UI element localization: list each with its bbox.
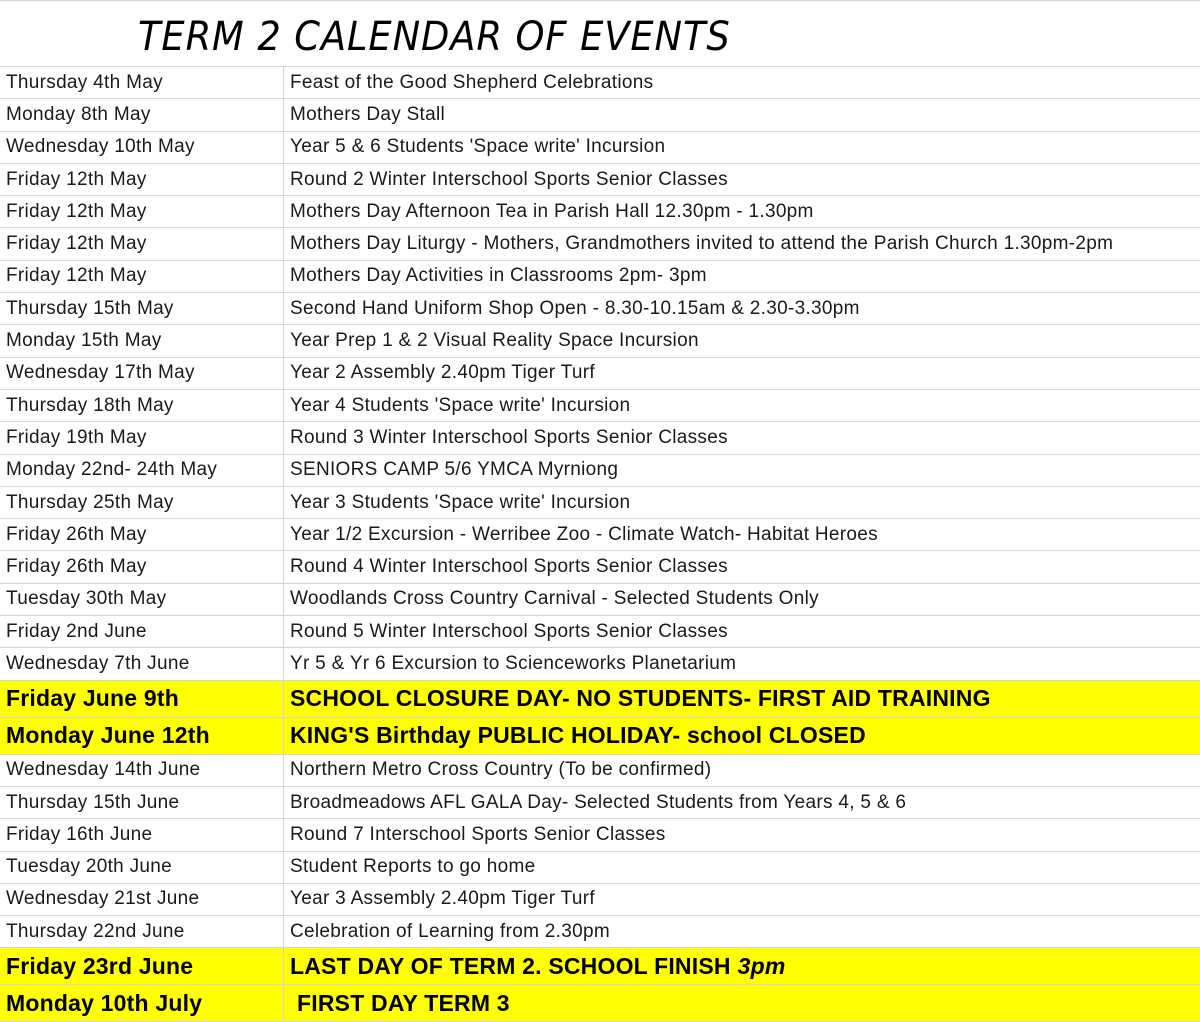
event-date: Monday 22nd- 24th May bbox=[0, 455, 284, 486]
event-row bbox=[0, 852, 1200, 884]
event-row bbox=[0, 755, 1200, 787]
event-description: Year 3 Students 'Space write' Incursion bbox=[290, 491, 631, 513]
event-row bbox=[0, 228, 1200, 260]
event-description: KING'S Birthday PUBLIC HOLIDAY- school CLOSED bbox=[290, 722, 866, 749]
event-row bbox=[0, 261, 1200, 293]
event-description: Mothers Day Activities in Classrooms 2pm- 3pm bbox=[290, 265, 707, 287]
event-description-cell bbox=[284, 648, 1200, 679]
event-description: Year 4 Students 'Space write' Incursion bbox=[290, 394, 631, 416]
event-date: Wednesday 17th May bbox=[0, 358, 284, 389]
event-date: Monday 15th May bbox=[0, 325, 284, 356]
event-description: Mothers Day Liturgy - Mothers, Grandmothers invited to attend the Parish Church 1.30pm-2pm bbox=[290, 233, 1114, 255]
event-date: Thursday 25th May bbox=[0, 487, 284, 518]
event-description-cell bbox=[284, 681, 1200, 717]
event-row bbox=[0, 293, 1200, 325]
event-row bbox=[0, 884, 1200, 916]
event-description: Woodlands Cross Country Carnival - Selected Students Only bbox=[290, 588, 819, 610]
event-description-cell bbox=[284, 261, 1200, 292]
event-description: Student Reports to go home bbox=[290, 856, 536, 878]
event-description: Second Hand Uniform Shop Open - 8.30-10.15am & 2.30-3.30pm bbox=[290, 297, 860, 319]
event-row bbox=[0, 164, 1200, 196]
event-row bbox=[0, 196, 1200, 228]
event-description-cell bbox=[284, 948, 1200, 984]
event-description: SENIORS CAMP 5/6 YMCA Myrniong bbox=[290, 459, 619, 481]
event-description-cell bbox=[284, 196, 1200, 227]
event-date: Friday 12th May bbox=[0, 261, 284, 292]
event-description-cell bbox=[284, 325, 1200, 356]
event-description-cell bbox=[284, 755, 1200, 786]
event-date: Friday 23rd June bbox=[0, 948, 284, 984]
event-description-cell bbox=[284, 519, 1200, 550]
event-description-cell bbox=[284, 584, 1200, 615]
event-date: Friday 26th May bbox=[0, 519, 284, 550]
page-title: TERM 2 CALENDAR OF EVENTS bbox=[138, 14, 731, 60]
event-date: Friday 12th May bbox=[0, 228, 284, 259]
event-date: Friday 12th May bbox=[0, 196, 284, 227]
event-description: Year 3 Assembly 2.40pm Tiger Turf bbox=[290, 888, 595, 910]
event-description-cell bbox=[284, 455, 1200, 486]
event-description: FIRST DAY TERM 3 bbox=[297, 989, 510, 1016]
event-row bbox=[0, 648, 1200, 680]
event-row bbox=[0, 916, 1200, 948]
event-description-cell bbox=[284, 67, 1200, 98]
event-description-cell bbox=[284, 422, 1200, 453]
event-description-cell bbox=[284, 487, 1200, 518]
event-description-cell bbox=[284, 787, 1200, 818]
event-date: Wednesday 7th June bbox=[0, 648, 284, 679]
event-row bbox=[0, 358, 1200, 390]
highlighted-event-row bbox=[0, 718, 1200, 755]
event-description-cell bbox=[284, 718, 1200, 754]
event-row bbox=[0, 819, 1200, 851]
event-description: Celebration of Learning from 2.30pm bbox=[290, 920, 610, 942]
event-row bbox=[0, 99, 1200, 131]
event-description: Feast of the Good Shepherd Celebrations bbox=[290, 71, 654, 93]
event-description: Yr 5 & Yr 6 Excursion to Scienceworks Planetarium bbox=[290, 652, 737, 674]
event-date: Wednesday 14th June bbox=[0, 755, 284, 786]
event-description: Year Prep 1 & 2 Visual Reality Space Incursion bbox=[290, 330, 699, 352]
event-description: Round 2 Winter Interschool Sports Senior Classes bbox=[290, 168, 728, 190]
event-description-cell bbox=[284, 985, 1200, 1021]
highlighted-event-row bbox=[0, 948, 1200, 985]
event-date: Tuesday 20th June bbox=[0, 852, 284, 883]
event-date: Wednesday 21st June bbox=[0, 884, 284, 915]
event-row bbox=[0, 67, 1200, 99]
event-row bbox=[0, 390, 1200, 422]
event-description: Mothers Day Afternoon Tea in Parish Hall 12.30pm - 1.30pm bbox=[290, 200, 814, 222]
event-date: Friday June 9th bbox=[0, 681, 284, 717]
event-description-cell bbox=[284, 916, 1200, 947]
event-row bbox=[0, 325, 1200, 357]
event-description: Year 5 & 6 Students 'Space write' Incursion bbox=[290, 136, 666, 158]
event-row bbox=[0, 455, 1200, 487]
event-row bbox=[0, 519, 1200, 551]
event-description: Round 4 Winter Interschool Sports Senior Classes bbox=[290, 556, 728, 578]
event-row bbox=[0, 422, 1200, 454]
event-description-cell bbox=[284, 293, 1200, 324]
event-date: Tuesday 30th May bbox=[0, 584, 284, 615]
event-date: Monday 8th May bbox=[0, 99, 284, 130]
title-row bbox=[0, 1, 1200, 67]
event-description-cell bbox=[284, 132, 1200, 163]
event-date: Friday 19th May bbox=[0, 422, 284, 453]
event-row bbox=[0, 487, 1200, 519]
event-description: Broadmeadows AFL GALA Day- Selected Students from Years 4, 5 & 6 bbox=[290, 791, 907, 813]
event-description-cell bbox=[284, 551, 1200, 582]
event-row bbox=[0, 584, 1200, 616]
event-description: SCHOOL CLOSURE DAY- NO STUDENTS- FIRST AID TRAINING bbox=[290, 685, 991, 712]
event-description: Round 3 Winter Interschool Sports Senior Classes bbox=[290, 426, 728, 448]
events-table bbox=[0, 67, 1200, 1022]
event-date: Thursday 22nd June bbox=[0, 916, 284, 947]
event-description: Year 1/2 Excursion - Werribee Zoo - Climate Watch- Habitat Heroes bbox=[290, 523, 878, 545]
event-date: Friday 16th June bbox=[0, 819, 284, 850]
event-description-cell bbox=[284, 228, 1200, 259]
event-description-cell bbox=[284, 884, 1200, 915]
event-description: Round 7 Interschool Sports Senior Classes bbox=[290, 823, 666, 845]
event-date: Thursday 15th May bbox=[0, 293, 284, 324]
event-time-suffix: 3pm bbox=[737, 952, 786, 979]
event-date: Friday 12th May bbox=[0, 164, 284, 195]
event-date: Friday 26th May bbox=[0, 551, 284, 582]
event-date: Wednesday 10th May bbox=[0, 132, 284, 163]
event-date: Thursday 4th May bbox=[0, 67, 284, 98]
event-date: Monday June 12th bbox=[0, 718, 284, 754]
event-description: Mothers Day Stall bbox=[290, 103, 446, 125]
event-row bbox=[0, 616, 1200, 648]
event-description-cell bbox=[284, 616, 1200, 647]
event-date: Thursday 15th June bbox=[0, 787, 284, 818]
event-description-cell bbox=[284, 819, 1200, 850]
event-description: Northern Metro Cross Country (To be confirmed) bbox=[290, 759, 712, 781]
event-date: Thursday 18th May bbox=[0, 390, 284, 421]
event-date: Friday 2nd June bbox=[0, 616, 284, 647]
event-description-cell bbox=[284, 164, 1200, 195]
event-description: Year 2 Assembly 2.40pm Tiger Turf bbox=[290, 362, 595, 384]
event-description-cell bbox=[284, 390, 1200, 421]
event-description-cell bbox=[284, 358, 1200, 389]
event-description: LAST DAY OF TERM 2. SCHOOL FINISH bbox=[290, 952, 731, 979]
event-description-cell bbox=[284, 99, 1200, 130]
event-row bbox=[0, 787, 1200, 819]
event-row bbox=[0, 551, 1200, 583]
event-description-cell bbox=[284, 852, 1200, 883]
event-description: Round 5 Winter Interschool Sports Senior Classes bbox=[290, 620, 728, 642]
event-row bbox=[0, 132, 1200, 164]
event-date: Monday 10th July bbox=[0, 985, 284, 1021]
highlighted-event-row bbox=[0, 681, 1200, 718]
